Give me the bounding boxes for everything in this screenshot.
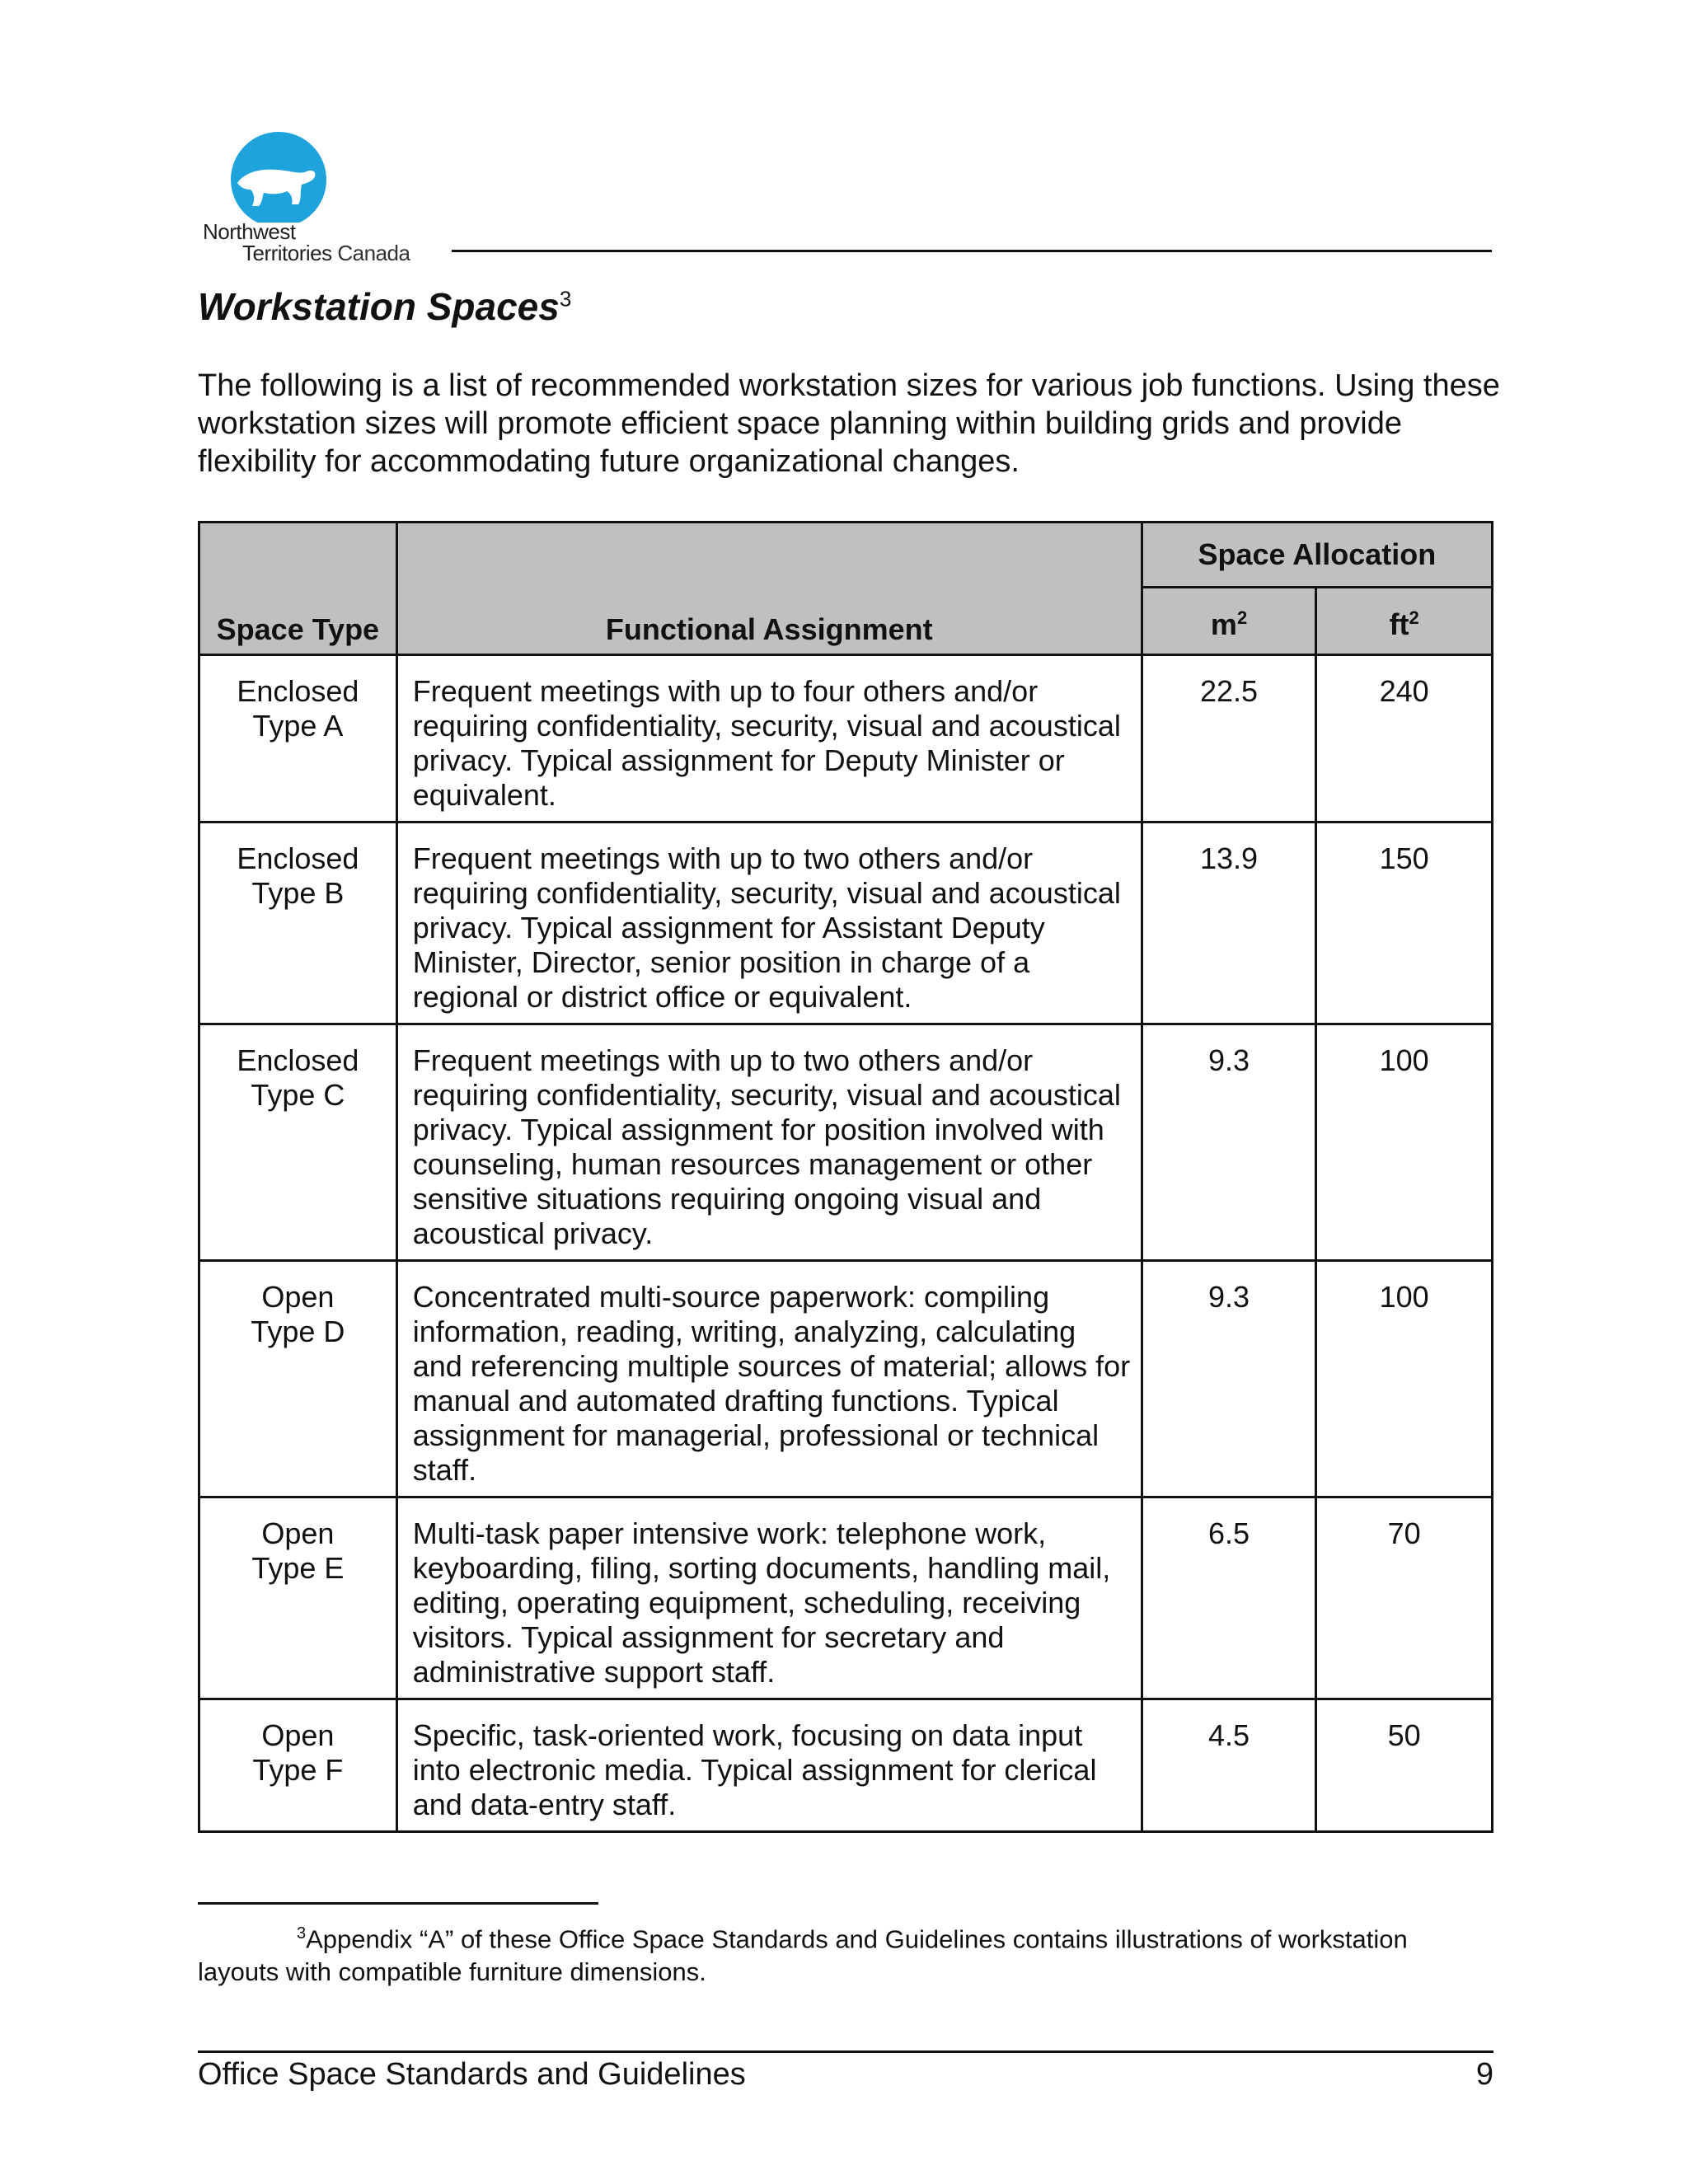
cell-m2: 22.5 — [1142, 655, 1316, 823]
cell-ft2: 70 — [1316, 1497, 1493, 1699]
title-footnote-ref[interactable]: 3 — [559, 286, 572, 312]
intro-paragraph: The following is a list of recommended workstation sizes for various job functions. Using these workstation sizes will promote efficient space planning within building grids and provide flexibility for accommodating future organizational changes. — [198, 368, 1500, 479]
cell-ft2: 50 — [1316, 1699, 1493, 1832]
space-type-category: Open — [261, 1280, 335, 1314]
space-type-category: Enclosed — [237, 1043, 359, 1077]
cell-m2: 4.5 — [1142, 1699, 1316, 1832]
cell-space-type — [199, 1699, 397, 1832]
footnote-rule — [198, 1902, 598, 1905]
space-type-label: Type C — [251, 1078, 345, 1112]
cell-assignment: Multi-task paper intensive work: telephone work, keyboarding, filing, sorting documents, handling mail, editing, operating equipment, scheduling, receiving visitors. Typical assignment for secretary and administrative support staff. — [396, 1497, 1142, 1699]
cell-space-type — [199, 823, 397, 1024]
section-title — [198, 284, 571, 329]
cell-assignment: Frequent meetings with up to two others and/or requiring confidentiality, security, visual and acoustical privacy. Typical assignment for position involved with counseling, human resources management or other sensitive situations requiring ongoing visual and acoustical privacy. — [396, 1024, 1142, 1261]
space-type-category: Enclosed — [237, 841, 359, 875]
header-rule — [452, 250, 1492, 252]
page-number: 9 — [1475, 2057, 1493, 2092]
header-m2-exp: 2 — [1236, 607, 1248, 628]
cell-m2: 13.9 — [1142, 823, 1316, 1024]
space-type-label: Type A — [252, 709, 344, 743]
header-ft2 — [1316, 588, 1493, 655]
header-m2 — [1142, 588, 1316, 655]
header-ft2-base: ft — [1389, 607, 1409, 641]
footnote — [198, 1917, 1493, 1989]
polar-bear-icon — [198, 132, 445, 223]
cell-assignment: Specific, task-oriented work, focusing on data input into electronic media. Typical assignment for clerical and data-entry staff. — [396, 1699, 1142, 1832]
cell-space-type — [199, 655, 397, 823]
space-type-label: Type E — [251, 1551, 345, 1585]
table-row — [199, 1699, 1493, 1832]
workstation-table — [198, 521, 1493, 1833]
space-type-label: Type F — [252, 1753, 344, 1787]
cell-space-type — [199, 1261, 397, 1497]
space-type-category: Open — [261, 1516, 335, 1550]
cell-assignment: Frequent meetings with up to four others and/or requiring confidentiality, security, visual and acoustical privacy. Typical assignment for Deputy Minister or equivalent. — [396, 655, 1142, 823]
table-row — [199, 1261, 1493, 1497]
header-space-allocation: Space Allocation — [1142, 523, 1492, 588]
footer-rule — [198, 2050, 1493, 2053]
logo-wordmark — [203, 221, 410, 264]
logo-line-canada: Canada — [337, 241, 410, 265]
space-type-category: Open — [261, 1718, 335, 1752]
cell-ft2: 100 — [1316, 1024, 1493, 1261]
section-title-text: Workstation Spaces — [198, 285, 560, 328]
footnote-ref: 3 — [297, 1924, 307, 1943]
space-type-label: Type D — [251, 1315, 345, 1348]
cell-ft2: 240 — [1316, 655, 1493, 823]
cell-assignment: Frequent meetings with up to two others and/or requiring confidentiality, security, visual and acoustical privacy. Typical assignment for Assistant Deputy Minister, Director, senior position in charge of a regional or district office or equivalent. — [396, 823, 1142, 1024]
cell-m2: 9.3 — [1142, 1024, 1316, 1261]
header-ft2-exp: 2 — [1409, 607, 1419, 628]
cell-ft2: 100 — [1316, 1261, 1493, 1497]
cell-space-type — [199, 1497, 397, 1699]
table-row — [199, 1497, 1493, 1699]
cell-assignment: Concentrated multi-source paperwork: compiling information, reading, writing, analyzing, calculating and referencing multiple sources of material; allows for manual and automated drafting functions. Typical assignment for managerial, professional or technical staff. — [396, 1261, 1142, 1497]
space-type-label: Type B — [251, 876, 345, 910]
table-row — [199, 1024, 1493, 1261]
footnote-text: Appendix “A” of these Office Space Standards and Guidelines contains illustrations of workstation layouts with compatible furniture dimensions. — [198, 1924, 1408, 1987]
header-space-type: Space Type — [199, 523, 397, 655]
header-functional-assignment: Functional Assignment — [396, 523, 1142, 655]
footer-document-title: Office Space Standards and Guidelines — [198, 2057, 746, 2092]
table-row — [199, 655, 1493, 823]
logo-line-territories: Territories — [242, 241, 332, 265]
nwt-logo — [198, 132, 445, 264]
cell-m2: 6.5 — [1142, 1497, 1316, 1699]
cell-space-type — [199, 1024, 397, 1261]
logo-line-northwest: Northwest — [203, 219, 296, 244]
cell-m2: 9.3 — [1142, 1261, 1316, 1497]
table-row — [199, 823, 1493, 1024]
space-type-category: Enclosed — [237, 674, 359, 708]
cell-ft2: 150 — [1316, 823, 1493, 1024]
header-m2-base: m — [1210, 607, 1237, 641]
